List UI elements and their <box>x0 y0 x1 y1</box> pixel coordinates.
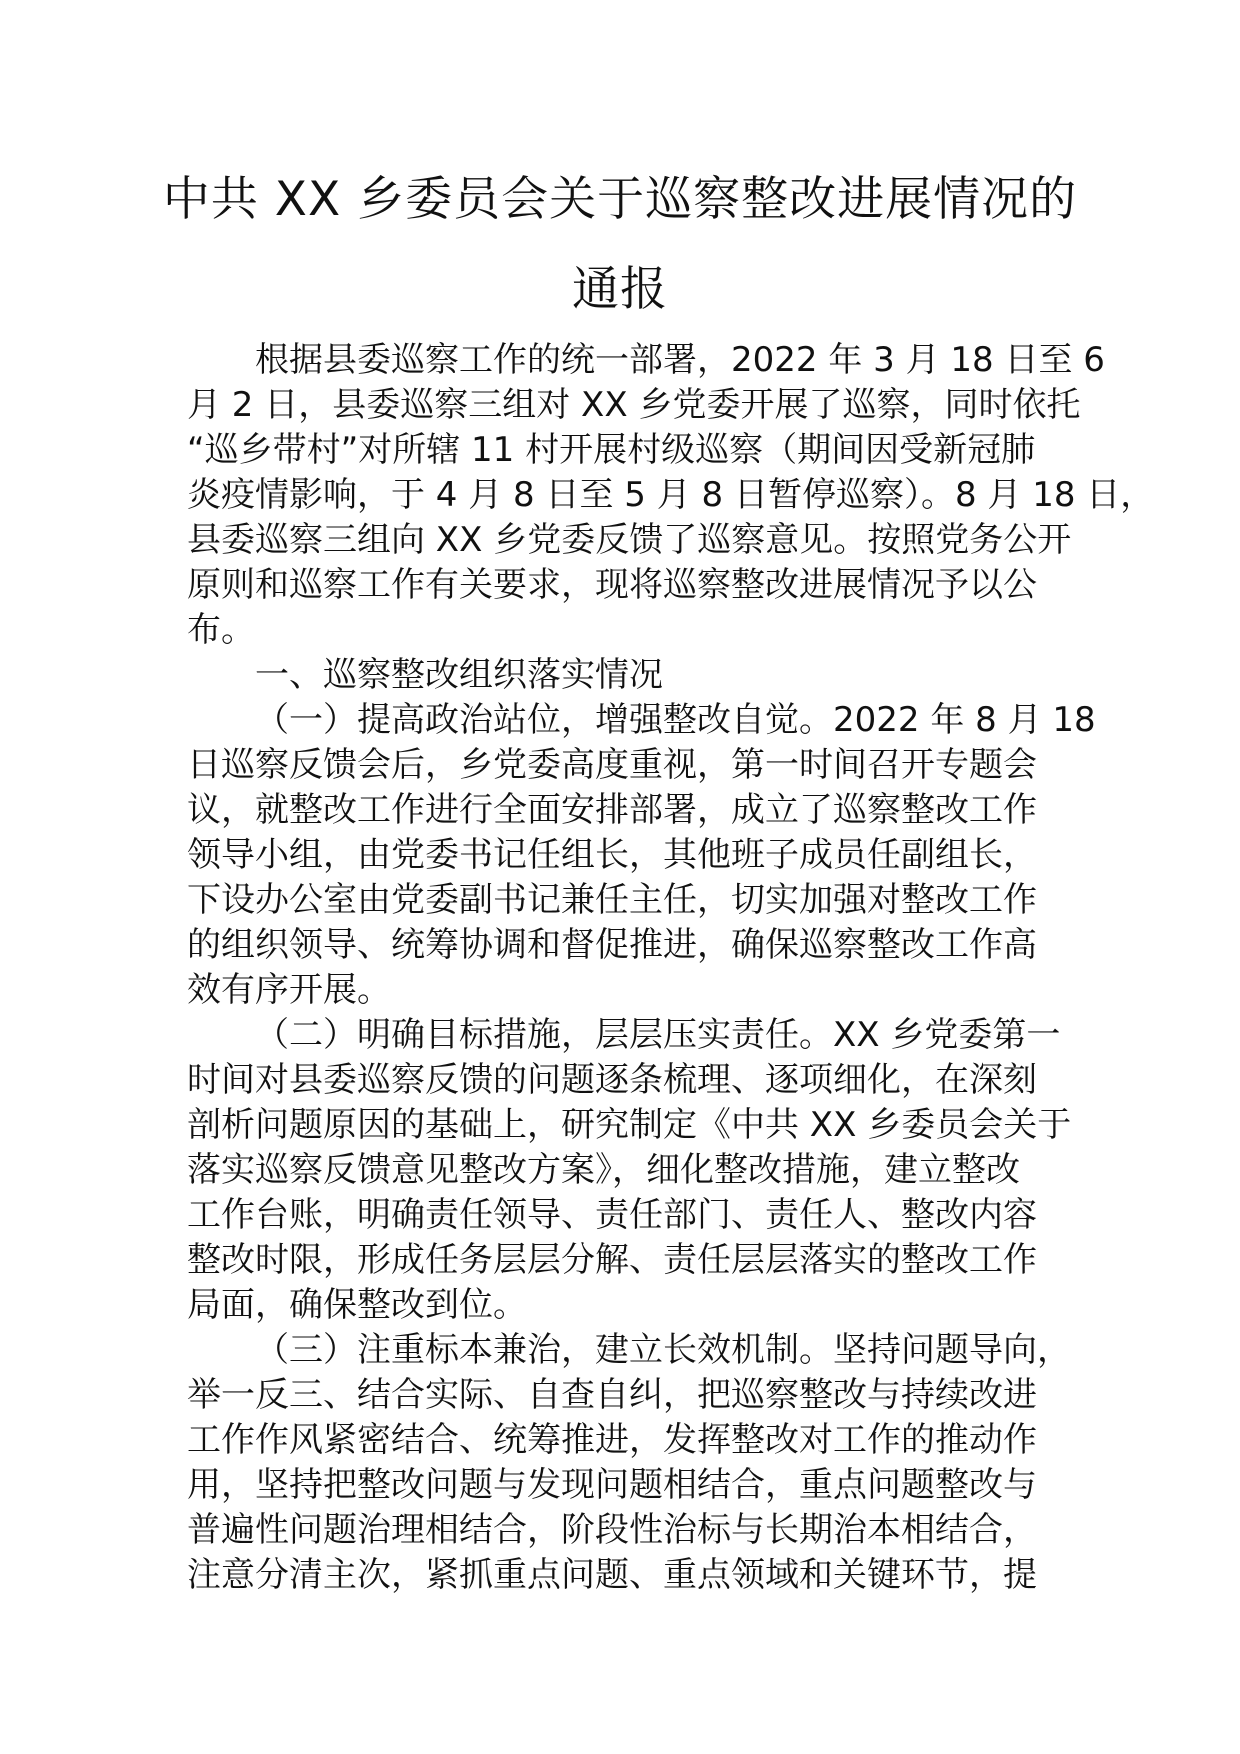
paragraph-line: 原则和巡察工作有关要求，现将巡察整改进展情况予以公 <box>187 565 1037 605</box>
paragraph-line: （二）明确目标措施，层层压实责任。XX 乡党委第一 <box>255 1015 1061 1055</box>
paragraph-line: 剖析问题原因的基础上，研究制定《中共 XX 乡委员会关于 <box>187 1105 1072 1145</box>
paragraph-line: 落实巡察反馈意见整改方案》，细化整改措施，建立整改 <box>187 1150 1020 1190</box>
paragraph-line: “巡乡带村”对所辖 11 村开展村级巡察（期间因受新冠肺 <box>187 430 1036 470</box>
paragraph-line: 炎疫情影响，于 4 月 8 日至 5 月 8 日暂停巡察）。8 月 18 日， <box>187 475 1155 515</box>
paragraph-line: 县委巡察三组向 XX 乡党委反馈了巡察意见。按照党务公开 <box>187 520 1072 560</box>
paragraph-line: 时间对县委巡察反馈的问题逐条梳理、逐项细化，在深刻 <box>187 1060 1037 1100</box>
paragraph-line: 领导小组，由党委书记任组长，其他班子成员任副组长， <box>187 835 1037 875</box>
paragraph-line: 议，就整改工作进行全面安排部署，成立了巡察整改工作 <box>187 790 1037 830</box>
paragraph-line: 布。 <box>187 610 255 650</box>
paragraph-line: 局面，确保整改到位。 <box>187 1285 527 1325</box>
paragraph-line: 注意分清主次，紧抓重点问题、重点领域和关键环节，提 <box>187 1555 1037 1595</box>
document-title-line-2: 通报 <box>572 262 668 317</box>
paragraph-line: （一）提高政治站位，增强整改自觉。2022 年 8 月 18 <box>255 700 1096 740</box>
section-heading: 一、巡察整改组织落实情况 <box>255 655 663 695</box>
paragraph-line: 工作作风紧密结合、统筹推进，发挥整改对工作的推动作 <box>187 1420 1037 1460</box>
paragraph-line: 举一反三、结合实际、自查自纠，把巡察整改与持续改进 <box>187 1375 1037 1415</box>
paragraph-line: 下设办公室由党委副书记兼任主任，切实加强对整改工作 <box>187 880 1037 920</box>
paragraph-line: 的组织领导、统筹协调和督促推进，确保巡察整改工作高 <box>187 925 1037 965</box>
paragraph-line: 根据县委巡察工作的统一部署，2022 年 3 月 18 日至 6 <box>255 340 1105 380</box>
paragraph-line: （三）注重标本兼治，建立长效机制。坚持问题导向， <box>255 1330 1071 1370</box>
paragraph-line: 日巡察反馈会后，乡党委高度重视，第一时间召开专题会 <box>187 745 1037 785</box>
paragraph-line: 效有序开展。 <box>187 970 391 1010</box>
paragraph-line: 工作台账，明确责任领导、责任部门、责任人、整改内容 <box>187 1195 1037 1235</box>
paragraph-line: 用，坚持把整改问题与发现问题相结合，重点问题整改与 <box>187 1465 1037 1505</box>
paragraph-line: 月 2 日，县委巡察三组对 XX 乡党委开展了巡察，同时依托 <box>187 385 1081 425</box>
paragraph-line: 整改时限，形成任务层层分解、责任层层落实的整改工作 <box>187 1240 1037 1280</box>
paragraph-line: 普遍性问题治理相结合，阶段性治标与长期治本相结合， <box>187 1510 1037 1550</box>
document-title-line-1: 中共 XX 乡委员会关于巡察整改进展情况的 <box>162 172 1078 227</box>
